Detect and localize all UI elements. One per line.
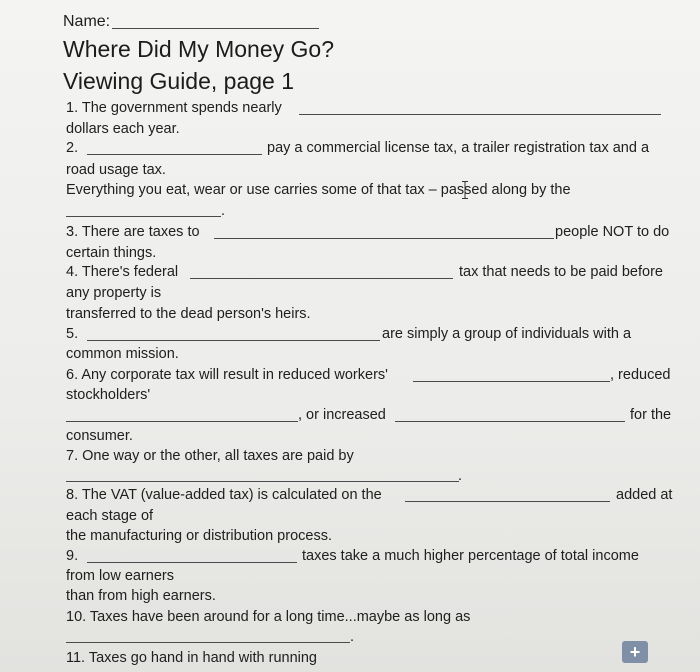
q9-text-2: from low earners [66, 568, 174, 584]
page-subtitle: Viewing Guide, page 1 [63, 68, 295, 94]
text-cursor-icon [462, 181, 468, 199]
q2-text: pay a commercial license tax, a trailer registration tax and a [267, 140, 650, 156]
q5-text: are simply a group of individuals with a [382, 326, 632, 342]
q3-text: 3. There are taxes to [66, 224, 200, 240]
q8-text-4: the manufacturing or distribution process. [66, 528, 332, 544]
q2-number: 2. [66, 140, 79, 156]
q9-blank [87, 562, 297, 563]
q7-period: . [458, 468, 463, 484]
q8-blank [405, 501, 610, 502]
q6-text: 6. Any corporate tax will result in reduced workers' [66, 367, 388, 383]
name-label: Name: [63, 13, 111, 30]
q7-text: 7. One way or the other, all taxes are paid by [66, 448, 354, 464]
q5-text-2: common mission. [66, 346, 179, 362]
q10-text: 10. Taxes have been around for a long time...maybe as long as [66, 609, 471, 625]
q4-text-3: any property is [66, 285, 162, 301]
q6-text-3: stockholders' [66, 387, 151, 403]
q1-text-2: dollars each year. [66, 121, 180, 137]
q1-blank [299, 114, 661, 115]
q5-number: 5. [66, 326, 79, 342]
q6-text-6: consumer. [66, 428, 133, 444]
q4-text-4: transferred to the dead person's heirs. [66, 306, 311, 322]
q11-text: 11. Taxes go hand in hand with running [66, 650, 317, 666]
q3-blank [214, 238, 554, 239]
q4-text: 4. There's federal [66, 264, 179, 280]
q6-blank-1 [413, 381, 610, 382]
q6-text-4: , or increased [298, 407, 386, 423]
q9-text-3: than from high earners. [66, 588, 216, 604]
q9-text: taxes take a much higher percentage of total income [302, 548, 639, 564]
q10-blank [66, 642, 350, 643]
q7-blank [66, 481, 459, 482]
q2-blank-2 [66, 216, 221, 217]
page-title: Where Did My Money Go? [63, 36, 334, 62]
q4-blank [190, 278, 453, 279]
q8-text: 8. The VAT (value-added tax) is calculated on the [66, 487, 382, 503]
q2-period: . [221, 203, 226, 219]
q9-number: 9. [66, 548, 79, 564]
q8-text-3: each stage of [66, 508, 154, 524]
q10-period: . [350, 629, 355, 645]
q6-blank-2 [66, 421, 298, 422]
q1-text: 1. The government spends nearly [66, 100, 282, 116]
q3-text-2: people NOT to do [555, 224, 670, 240]
q6-text-5: for the [630, 407, 672, 423]
q5-blank [87, 340, 380, 341]
q2-blank [87, 154, 262, 155]
q8-text-2: added at [616, 487, 673, 503]
q4-text-2: tax that needs to be paid before [459, 264, 663, 280]
name-blank [112, 28, 319, 29]
q3-text-3: certain things. [66, 245, 157, 261]
q6-blank-3 [395, 421, 625, 422]
q6-text-2: , reduced [610, 367, 671, 383]
q2-text-2: road usage tax. [66, 162, 166, 178]
q2-text-3: Everything you eat, wear or use carries some of that tax – passed along by the [66, 182, 571, 198]
plus-icon[interactable]: + [622, 641, 648, 663]
